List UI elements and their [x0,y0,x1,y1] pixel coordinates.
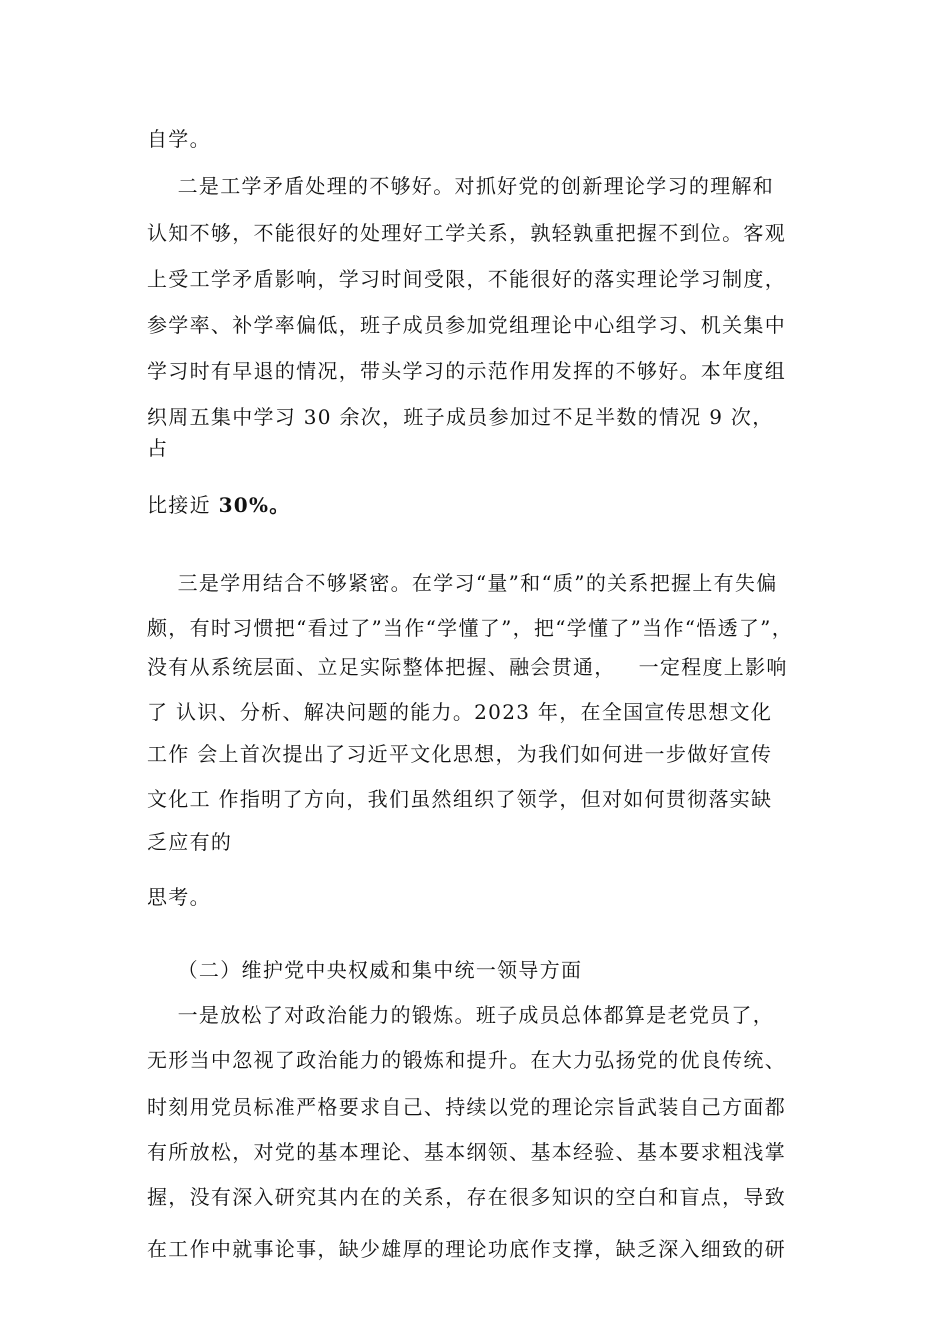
text-line [147,491,291,519]
text-line: 占 [147,436,169,460]
text-line: 思考。 [147,885,211,909]
section-heading: （二）维护党中央权威和集中统一领导方面 [147,958,583,982]
text-line: 无形当中忽视了政治能力的锻炼和提升。在大力弘扬党的优良传统、 [147,1048,786,1072]
text-line: 有所放松，对党的基本理论、基本纲领、基本经验、基本要求粗浅掌 [147,1140,786,1164]
text-line: 三是学用结合不够紧密。在学习“量”和“质”的关系把握上有失偏 [147,571,778,595]
text-line: 在工作中就事论事，缺少雄厚的理论功底作支撑，缺乏深入细致的研 [147,1237,786,1261]
text-line: 自学。 [147,127,211,151]
text-line: 参学率、补学率偏低，班子成员参加党组理论中心组学习、机关集中 [147,313,786,337]
text-line: 握，没有深入研究其内在的关系，存在很多知识的空白和盲点，导致 [147,1185,786,1209]
text-line: 学习时有早退的情况，带头学习的示范作用发挥的不够好。本年度组 [147,359,786,383]
text-line: 没有从系统层面、立足实际整体把握、融会贯通， 一定程度上影响 [147,655,788,679]
text-line: 文化工 作指明了方向，我们虽然组织了领学，但对如何贯彻落实缺 [147,787,773,811]
text-line: 时刻用党员标准严格要求自己、持续以党的理论宗旨武装自己方面都 [147,1095,786,1119]
text-span: 比接近 [147,493,219,517]
text-line: 了 认识、分析、解决问题的能力。2023 年，在全国宣传思想文化 [147,700,773,724]
text-line: 认知不够，不能很好的处理好工学关系，孰轻孰重把握不到位。客观 [147,221,786,245]
text-line: 颇，有时习惯把“看过了”当作“学懂了”，把“学懂了”当作“悟透了”， [147,616,793,640]
text-line: 工作 会上首次提出了习近平文化思想，为我们如何进一步做好宣传 [147,742,773,766]
text-line: 一是放松了对政治能力的锻炼。班子成员总体都算是老党员了， [147,1003,775,1027]
text-line: 织周五集中学习 30 余次，班子成员参加过不足半数的情况 9 次， [147,405,774,429]
bold-percent: 30%。 [218,493,291,517]
text-line: 上受工学矛盾影响，学习时间受限，不能很好的落实理论学习制度， [147,267,786,291]
text-line: 二是工学矛盾处理的不够好。对抓好党的创新理论学习的理解和 [147,174,775,198]
text-line: 乏应有的 [147,830,233,854]
